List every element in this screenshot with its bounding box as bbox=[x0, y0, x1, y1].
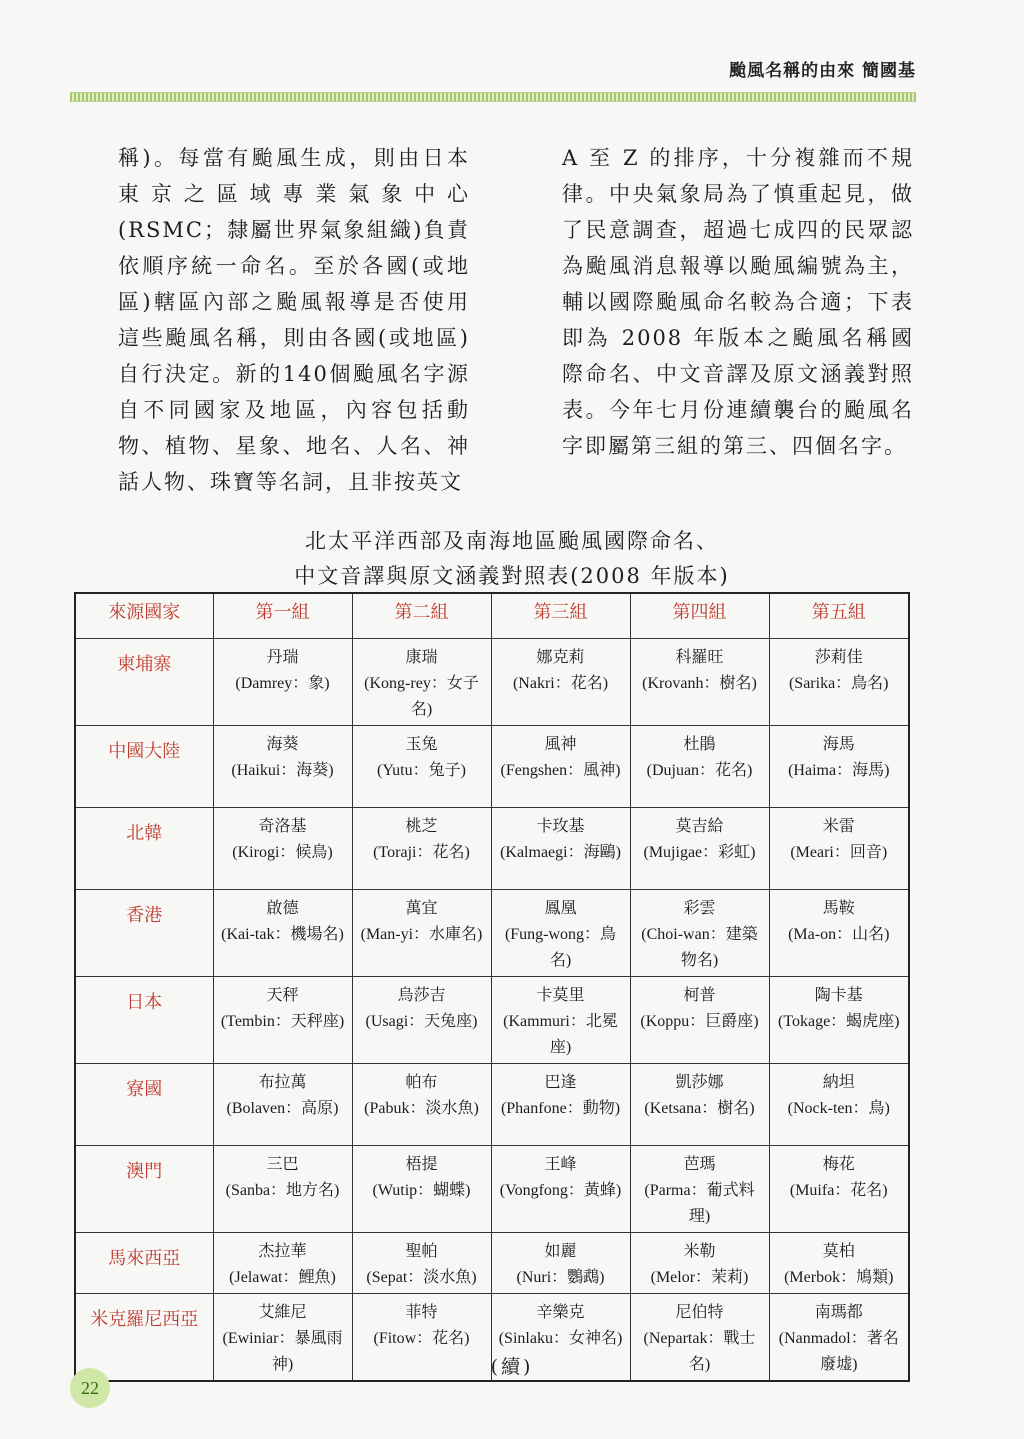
header-group-2: 第二組 bbox=[352, 593, 491, 639]
body-column-left bbox=[118, 140, 470, 500]
typhoon-name-cell bbox=[630, 890, 769, 977]
chinese-name: 烏莎吉 bbox=[397, 987, 446, 1004]
table-row bbox=[75, 808, 909, 890]
original-meaning: (Haikui：海葵) bbox=[231, 762, 334, 779]
country-cell: 北韓 bbox=[75, 808, 213, 890]
chinese-name: 巴逢 bbox=[544, 1074, 577, 1091]
country-cell: 澳門 bbox=[75, 1146, 213, 1233]
chinese-name: 三巴 bbox=[266, 1156, 299, 1173]
original-meaning: (Nepartak：戰士名) bbox=[643, 1330, 756, 1373]
chinese-name: 南瑪都 bbox=[814, 1304, 863, 1321]
typhoon-name-cell bbox=[213, 1146, 352, 1233]
original-meaning: (Jelawat：鯉魚) bbox=[229, 1269, 336, 1286]
typhoon-name-cell bbox=[769, 808, 909, 890]
chinese-name: 辛樂克 bbox=[536, 1304, 585, 1321]
original-meaning: (Kai-tak：機場名) bbox=[221, 926, 344, 943]
header-group-4: 第四組 bbox=[630, 593, 769, 639]
chinese-name: 米雷 bbox=[822, 818, 855, 835]
original-meaning: (Kirogi：候鳥) bbox=[232, 844, 333, 861]
continued-note: (續) bbox=[490, 1356, 534, 1378]
original-meaning: (Koppu：巨爵座) bbox=[640, 1013, 759, 1030]
chinese-name: 杜鵑 bbox=[683, 736, 716, 753]
chinese-name: 鳳凰 bbox=[544, 900, 577, 917]
typhoon-name-cell bbox=[769, 977, 909, 1064]
typhoon-name-cell bbox=[769, 639, 909, 726]
typhoon-name-cell bbox=[630, 977, 769, 1064]
chinese-name: 杰拉華 bbox=[258, 1243, 307, 1260]
typhoon-name-cell bbox=[352, 1233, 491, 1294]
typhoon-name-cell bbox=[491, 1146, 630, 1233]
chinese-name: 玉兔 bbox=[405, 736, 438, 753]
table-row bbox=[75, 639, 909, 726]
page-number: 22 bbox=[70, 1368, 110, 1408]
original-meaning: (Kammuri：北冕座) bbox=[503, 1013, 618, 1056]
chinese-name: 彩雲 bbox=[683, 900, 716, 917]
header-group-3: 第三組 bbox=[491, 593, 630, 639]
country-cell: 寮國 bbox=[75, 1064, 213, 1146]
chinese-name: 王峰 bbox=[544, 1156, 577, 1173]
chinese-name: 莫吉給 bbox=[675, 818, 724, 835]
original-meaning: (Muifa：花名) bbox=[789, 1182, 888, 1199]
header-group-5: 第五組 bbox=[769, 593, 909, 639]
chinese-name: 娜克莉 bbox=[536, 649, 585, 666]
country-cell: 香港 bbox=[75, 890, 213, 977]
original-meaning: (Man-yi：水庫名) bbox=[360, 926, 483, 943]
original-meaning: (Nanmadol：著名廢墟) bbox=[778, 1330, 899, 1373]
header-divider bbox=[70, 92, 916, 102]
typhoon-name-cell bbox=[769, 1233, 909, 1294]
paragraph-left: 稱)。每當有颱風生成，則由日本東京之區域專業氣象中心(RSMC；隸屬世界氣象組織)負責依順序統一命名。至於各國(或地區)轄區內部之颱風報導是否使用這些颱風名稱，則由各國(或地區)自行決定。新的140個颱風名字源自不同國家及地區，內容包括動物、植物、星象、地名、人名、神話人物、珠寶等名詞，且非按英文 bbox=[118, 146, 470, 494]
chinese-name: 如麗 bbox=[544, 1243, 577, 1260]
country-cell: 米克羅尼西亞 bbox=[75, 1294, 213, 1382]
original-meaning: (Sarika：鳥名) bbox=[788, 675, 889, 692]
chinese-name: 莫柏 bbox=[822, 1243, 855, 1260]
typhoon-name-cell bbox=[352, 890, 491, 977]
typhoon-name-cell bbox=[630, 639, 769, 726]
original-meaning: (Sanba：地方名) bbox=[225, 1182, 340, 1199]
chinese-name: 萬宜 bbox=[405, 900, 438, 917]
original-meaning: (Mujigae：彩虹) bbox=[643, 844, 756, 861]
original-meaning: (Parma：葡式料理) bbox=[644, 1182, 755, 1225]
typhoon-name-cell bbox=[491, 808, 630, 890]
original-meaning: (Vongfong：黃蜂) bbox=[499, 1182, 622, 1199]
original-meaning: (Tembin：天秤座) bbox=[220, 1013, 345, 1030]
original-meaning: (Krovanh：樹名) bbox=[642, 675, 757, 692]
original-meaning: (Tokage：蝎虎座) bbox=[777, 1013, 900, 1030]
original-meaning: (Fengshen：風神) bbox=[500, 762, 621, 779]
chinese-name: 海馬 bbox=[822, 736, 855, 753]
table-body bbox=[75, 639, 909, 1382]
typhoon-name-table bbox=[74, 592, 910, 1382]
body-column-right bbox=[562, 140, 914, 464]
chinese-name: 米勒 bbox=[683, 1243, 716, 1260]
typhoon-name-cell bbox=[352, 1146, 491, 1233]
chinese-name: 卡玫基 bbox=[536, 818, 585, 835]
chinese-name: 科羅旺 bbox=[675, 649, 724, 666]
typhoon-name-cell bbox=[630, 1146, 769, 1233]
original-meaning: (Yutu：兔子) bbox=[377, 762, 466, 779]
original-meaning: (Nuri：鸚鵡) bbox=[516, 1269, 605, 1286]
running-header: 颱風名稱的由來 簡國基 bbox=[729, 61, 916, 81]
typhoon-name-cell bbox=[352, 808, 491, 890]
chinese-name: 聖帕 bbox=[405, 1243, 438, 1260]
table-row bbox=[75, 1233, 909, 1294]
typhoon-name-cell bbox=[630, 808, 769, 890]
typhoon-name-cell bbox=[491, 890, 630, 977]
chinese-name: 風神 bbox=[544, 736, 577, 753]
typhoon-name-cell bbox=[630, 726, 769, 808]
typhoon-name-cell bbox=[769, 726, 909, 808]
chinese-name: 啟德 bbox=[266, 900, 299, 917]
original-meaning: (Melor：茉莉) bbox=[650, 1269, 749, 1286]
typhoon-name-cell bbox=[491, 977, 630, 1064]
chinese-name: 丹瑞 bbox=[266, 649, 299, 666]
typhoon-name-cell bbox=[491, 726, 630, 808]
chinese-name: 梅花 bbox=[822, 1156, 855, 1173]
original-meaning: (Ketsana：樹名) bbox=[644, 1100, 755, 1117]
chinese-name: 芭瑪 bbox=[683, 1156, 716, 1173]
chinese-name: 布拉萬 bbox=[258, 1074, 307, 1091]
chinese-name: 帕布 bbox=[405, 1074, 438, 1091]
typhoon-name-cell bbox=[213, 808, 352, 890]
typhoon-name-cell bbox=[630, 1064, 769, 1146]
typhoon-name-cell bbox=[769, 890, 909, 977]
table-caption-line2: 中文音譯與原文涵義對照表(2008 年版本) bbox=[294, 564, 730, 588]
original-meaning: (Kong-rey：女子名) bbox=[364, 675, 479, 718]
original-meaning: (Wutip：蝴蝶) bbox=[372, 1182, 471, 1199]
typhoon-name-cell bbox=[352, 639, 491, 726]
table-row bbox=[75, 1064, 909, 1146]
chinese-name: 奇洛基 bbox=[258, 818, 307, 835]
original-meaning: (Pabuk：淡水魚) bbox=[364, 1100, 479, 1117]
original-meaning: (Choi-wan：建築物名) bbox=[641, 926, 758, 969]
typhoon-name-cell bbox=[352, 977, 491, 1064]
original-meaning: (Merbok：鳩類) bbox=[784, 1269, 894, 1286]
table-row bbox=[75, 977, 909, 1064]
chinese-name: 馬鞍 bbox=[822, 900, 855, 917]
original-meaning: (Dujuan：花名) bbox=[646, 762, 753, 779]
typhoon-name-cell bbox=[769, 1064, 909, 1146]
original-meaning: (Phanfone：動物) bbox=[500, 1100, 621, 1117]
typhoon-name-cell bbox=[769, 1146, 909, 1233]
country-cell: 中國大陸 bbox=[75, 726, 213, 808]
typhoon-name-cell bbox=[213, 977, 352, 1064]
header-country: 來源國家 bbox=[75, 593, 213, 639]
chinese-name: 桃芝 bbox=[405, 818, 438, 835]
chinese-name: 卡莫里 bbox=[536, 987, 585, 1004]
chinese-name: 凱莎娜 bbox=[675, 1074, 724, 1091]
typhoon-name-cell bbox=[491, 1064, 630, 1146]
original-meaning: (Damrey：象) bbox=[235, 675, 330, 692]
original-meaning: (Meari：回音) bbox=[790, 844, 888, 861]
chinese-name: 康瑞 bbox=[405, 649, 438, 666]
original-meaning: (Sinlaku：女神名) bbox=[498, 1330, 623, 1347]
country-cell: 柬埔寨 bbox=[75, 639, 213, 726]
table-row bbox=[75, 1146, 909, 1233]
original-meaning: (Nakri：花名) bbox=[512, 675, 609, 692]
typhoon-name-cell bbox=[213, 1233, 352, 1294]
typhoon-name-cell bbox=[491, 639, 630, 726]
chinese-name: 莎莉佳 bbox=[814, 649, 863, 666]
table-header-row bbox=[75, 593, 909, 639]
original-meaning: (Kalmaegi：海鷗) bbox=[500, 844, 621, 861]
chinese-name: 納坦 bbox=[822, 1074, 855, 1091]
chinese-name: 尼伯特 bbox=[675, 1304, 724, 1321]
chinese-name: 梧提 bbox=[405, 1156, 438, 1173]
paragraph-right: A 至 Z 的排序，十分複雜而不規律。中央氣象局為了慎重起見，做了民意調查，超過七成四的民眾認為颱風消息報導以颱風編號為主，輔以國際颱風命名較為合適；下表即為 2008 年版本之颱風名稱國際命名、中文音譯及原文涵義對照表。今年七月份連續襲台的颱風名字即屬第三組的第三、四個名字。 bbox=[562, 146, 914, 458]
original-meaning: (Ma-on：山名) bbox=[788, 926, 890, 943]
typhoon-name-cell bbox=[352, 726, 491, 808]
original-meaning: (Fung-wong：鳥名) bbox=[504, 926, 617, 969]
typhoon-name-cell bbox=[213, 1064, 352, 1146]
original-meaning: (Usagi：天兔座) bbox=[365, 1013, 478, 1030]
original-meaning: (Haima：海馬) bbox=[788, 762, 890, 779]
typhoon-name-cell bbox=[630, 1233, 769, 1294]
table-caption-line1: 北太平洋西部及南海地區颱風國際命名、 bbox=[305, 529, 719, 553]
chinese-name: 天秤 bbox=[266, 987, 299, 1004]
chinese-name: 菲特 bbox=[405, 1304, 438, 1321]
typhoon-name-cell bbox=[213, 890, 352, 977]
original-meaning: (Ewiniar：暴風雨神) bbox=[222, 1330, 343, 1373]
table-row bbox=[75, 890, 909, 977]
country-cell: 日本 bbox=[75, 977, 213, 1064]
original-meaning: (Toraji：花名) bbox=[373, 844, 470, 861]
typhoon-name-cell bbox=[213, 639, 352, 726]
chinese-name: 海葵 bbox=[266, 736, 299, 753]
typhoon-name-cell bbox=[352, 1064, 491, 1146]
original-meaning: (Bolaven：高原) bbox=[226, 1100, 339, 1117]
chinese-name: 陶卡基 bbox=[814, 987, 863, 1004]
country-cell: 馬來西亞 bbox=[75, 1233, 213, 1294]
chinese-name: 柯普 bbox=[683, 987, 716, 1004]
table-row bbox=[75, 726, 909, 808]
typhoon-name-cell bbox=[491, 1233, 630, 1294]
header-group-1: 第一組 bbox=[213, 593, 352, 639]
original-meaning: (Nock-ten：鳥) bbox=[787, 1100, 890, 1117]
original-meaning: (Sepat：淡水魚) bbox=[366, 1269, 477, 1286]
typhoon-name-cell bbox=[213, 726, 352, 808]
chinese-name: 艾維尼 bbox=[258, 1304, 307, 1321]
original-meaning: (Fitow：花名) bbox=[373, 1330, 470, 1347]
